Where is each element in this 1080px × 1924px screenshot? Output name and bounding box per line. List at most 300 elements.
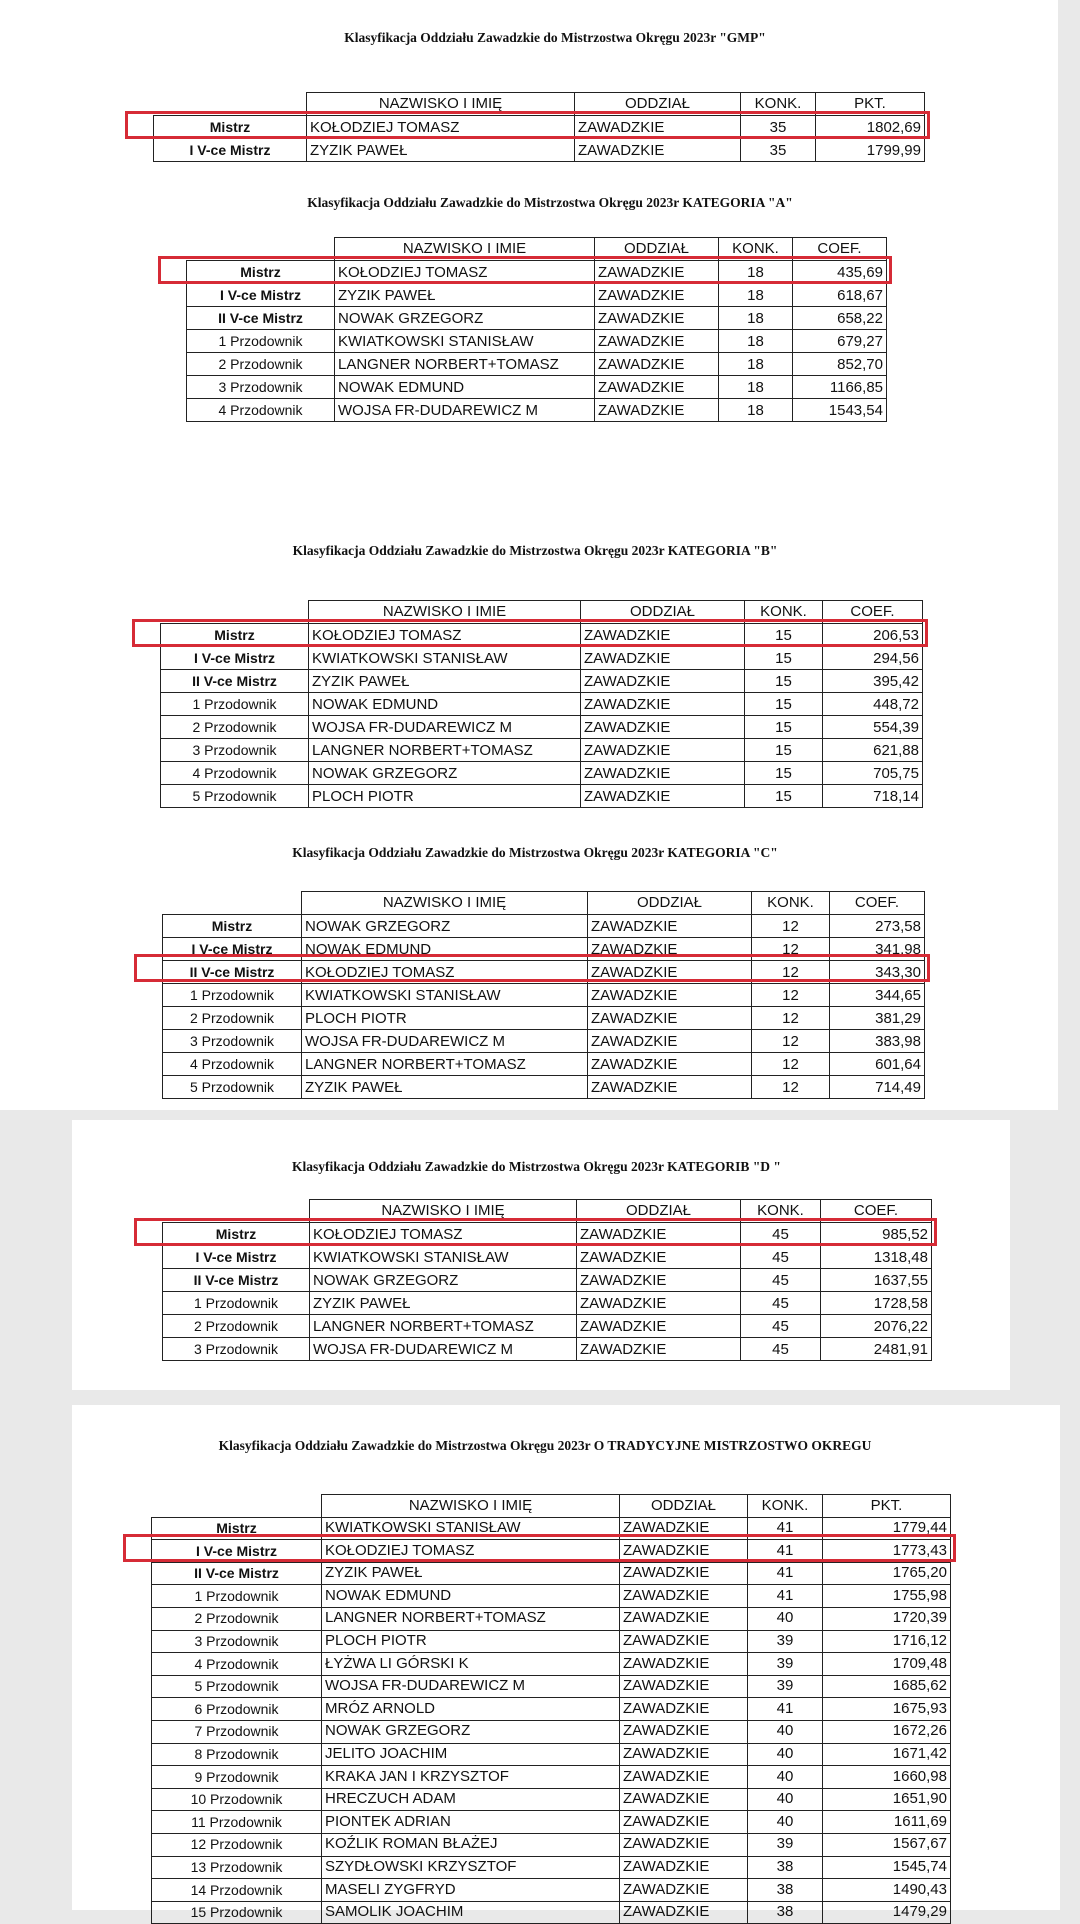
table-row xyxy=(152,1562,951,1585)
score-cell: 1685,62 xyxy=(823,1675,951,1698)
rank-cell: 2 Przodownik xyxy=(152,1607,322,1630)
branch-cell: ZAWADZKIE xyxy=(620,1833,748,1856)
table-row xyxy=(163,915,925,938)
header-name: NAZWISKO I IMIĘ xyxy=(307,93,575,116)
konk-cell: 18 xyxy=(719,307,793,330)
header-branch: ODDZIAŁ xyxy=(620,1495,748,1518)
score-cell: 1166,85 xyxy=(793,376,887,399)
rank-cell: 1 Przodownik xyxy=(152,1585,322,1608)
branch-cell: ZAWADZKIE xyxy=(581,739,745,762)
rank-cell: 4 Przodownik xyxy=(163,1053,302,1076)
table-row xyxy=(161,785,923,808)
branch-cell: ZAWADZKIE xyxy=(595,284,719,307)
name-cell: PLOCH PIOTR xyxy=(302,1007,588,1030)
konk-cell: 35 xyxy=(741,139,816,162)
branch-cell: ZAWADZKIE xyxy=(595,353,719,376)
rank-cell: 2 Przodownik xyxy=(163,1007,302,1030)
table-row xyxy=(161,693,923,716)
score-cell: 448,72 xyxy=(823,693,923,716)
score-cell: 1802,69 xyxy=(816,116,925,139)
table-row xyxy=(152,1720,951,1743)
header-konk: KONK. xyxy=(752,892,830,915)
branch-cell: ZAWADZKIE xyxy=(577,1246,741,1269)
name-cell: PIONTEK ADRIAN xyxy=(322,1811,620,1834)
konk-cell: 45 xyxy=(741,1315,821,1338)
rank-cell: II V-ce Mistrz xyxy=(161,670,309,693)
konk-cell: 41 xyxy=(748,1585,823,1608)
rank-cell: 15 Przodownik xyxy=(152,1901,322,1924)
table-row xyxy=(152,1698,951,1721)
branch-cell: ZAWADZKIE xyxy=(581,693,745,716)
score-cell: 618,67 xyxy=(793,284,887,307)
table-row xyxy=(152,1879,951,1902)
table-row xyxy=(154,139,925,162)
branch-cell: ZAWADZKIE xyxy=(620,1540,748,1563)
rank-cell: I V-ce Mistrz xyxy=(163,1246,310,1269)
highlight-box xyxy=(134,954,930,982)
rank-cell: I V-ce Mistrz xyxy=(154,139,307,162)
konk-cell: 40 xyxy=(748,1743,823,1766)
rank-cell: 4 Przodownik xyxy=(187,399,335,422)
table-row xyxy=(163,1007,925,1030)
rank-cell: 1 Przodownik xyxy=(187,330,335,353)
table-row xyxy=(152,1675,951,1698)
branch-cell: ZAWADZKIE xyxy=(620,1630,748,1653)
score-cell: 1545,74 xyxy=(823,1856,951,1879)
table-row xyxy=(152,1585,951,1608)
rank-cell: 12 Przodownik xyxy=(152,1833,322,1856)
table-row xyxy=(152,1833,951,1856)
header-konk: KONK. xyxy=(741,1200,821,1223)
rank-cell: 3 Przodownik xyxy=(163,1338,310,1361)
table-row xyxy=(187,330,887,353)
konk-cell: 39 xyxy=(748,1833,823,1856)
rank-cell: Mistrz xyxy=(154,116,307,139)
section-title: Klasyfikacja Oddziału Zawadzkie do Mistrzostwa Okręgu 2023r O TRADYCYJNE MISTRZOSTWO OKREGU xyxy=(218,1438,872,1453)
table-row xyxy=(163,1315,932,1338)
branch-cell: ZAWADZKIE xyxy=(620,1766,748,1789)
table-row xyxy=(152,1743,951,1766)
table-row xyxy=(152,1788,951,1811)
section-title: Klasyfikacja Oddziału Zawadzkie do Mistrzostwa Okręgu 2023r KATEGORIB "D " xyxy=(292,1159,781,1174)
score-cell: 1672,26 xyxy=(823,1720,951,1743)
branch-cell: ZAWADZKIE xyxy=(620,1562,748,1585)
rank-cell: II V-ce Mistrz xyxy=(187,307,335,330)
branch-cell: ZAWADZKIE xyxy=(581,624,745,647)
name-cell: HRECZUCH ADAM xyxy=(322,1788,620,1811)
section-title: Klasyfikacja Oddziału Zawadzkie do Mistrzostwa Okręgu 2023r "GMP" xyxy=(344,30,766,45)
rank-cell: Mistrz xyxy=(161,624,309,647)
rank-cell: 5 Przodownik xyxy=(152,1675,322,1698)
konk-cell: 41 xyxy=(748,1517,823,1540)
table-row xyxy=(187,353,887,376)
rank-cell: 1 Przodownik xyxy=(161,693,309,716)
table-row xyxy=(161,716,923,739)
table-row xyxy=(163,1269,932,1292)
branch-cell: ZAWADZKIE xyxy=(620,1607,748,1630)
name-cell: LANGNER NORBERT+TOMASZ xyxy=(309,739,581,762)
konk-cell: 45 xyxy=(741,1269,821,1292)
header-blank xyxy=(163,892,302,915)
rank-cell: Mistrz xyxy=(163,1223,310,1246)
header-blank xyxy=(152,1495,322,1518)
name-cell: KWIATKOWSKI STANISŁAW xyxy=(310,1246,577,1269)
score-cell: 1675,93 xyxy=(823,1698,951,1721)
konk-cell: 38 xyxy=(748,1879,823,1902)
table-row xyxy=(161,670,923,693)
table-row xyxy=(163,1292,932,1315)
name-cell: KWIATKOWSKI STANISŁAW xyxy=(335,330,595,353)
score-cell: 381,29 xyxy=(830,1007,925,1030)
konk-cell: 40 xyxy=(748,1788,823,1811)
konk-cell: 15 xyxy=(745,693,823,716)
name-cell: NOWAK EDMUND xyxy=(322,1585,620,1608)
branch-cell: ZAWADZKIE xyxy=(577,1223,741,1246)
score-cell: 273,58 xyxy=(830,915,925,938)
konk-cell: 12 xyxy=(752,961,830,984)
rank-cell: I V-ce Mistrz xyxy=(161,647,309,670)
header-name: NAZWISKO I IMIĘ xyxy=(322,1495,620,1518)
branch-cell: ZAWADZKIE xyxy=(577,1315,741,1338)
name-cell: SAMOLIK JOACHIM xyxy=(322,1901,620,1924)
header-branch: ODDZIAŁ xyxy=(575,93,741,116)
score-cell: 1716,12 xyxy=(823,1630,951,1653)
konk-cell: 18 xyxy=(719,330,793,353)
konk-cell: 12 xyxy=(752,984,830,1007)
rank-cell: 9 Przodownik xyxy=(152,1766,322,1789)
branch-cell: ZAWADZKIE xyxy=(620,1585,748,1608)
rank-cell: 8 Przodownik xyxy=(152,1743,322,1766)
rank-cell: 1 Przodownik xyxy=(163,1292,310,1315)
branch-cell: ZAWADZKIE xyxy=(595,261,719,284)
score-cell: 554,39 xyxy=(823,716,923,739)
classification-table xyxy=(162,891,925,1099)
name-cell: KOŁODZIEJ TOMASZ xyxy=(322,1540,620,1563)
branch-cell: ZAWADZKIE xyxy=(620,1698,748,1721)
name-cell: KRAKA JAN I KRZYSZTOF xyxy=(322,1766,620,1789)
branch-cell: ZAWADZKIE xyxy=(588,1076,752,1099)
konk-cell: 40 xyxy=(748,1720,823,1743)
name-cell: MRÓZ ARNOLD xyxy=(322,1698,620,1721)
branch-cell: ZAWADZKIE xyxy=(620,1743,748,1766)
konk-cell: 39 xyxy=(748,1653,823,1676)
table-row xyxy=(152,1856,951,1879)
score-cell: 343,30 xyxy=(830,961,925,984)
table-row xyxy=(163,1246,932,1269)
score-cell: 718,14 xyxy=(823,785,923,808)
konk-cell: 41 xyxy=(748,1698,823,1721)
konk-cell: 15 xyxy=(745,785,823,808)
rank-cell: 14 Przodownik xyxy=(152,1879,322,1902)
score-cell: 601,64 xyxy=(830,1053,925,1076)
highlight-box xyxy=(132,619,928,647)
konk-cell: 15 xyxy=(745,739,823,762)
score-cell: 621,88 xyxy=(823,739,923,762)
konk-cell: 15 xyxy=(745,762,823,785)
konk-cell: 41 xyxy=(748,1540,823,1563)
konk-cell: 15 xyxy=(745,716,823,739)
score-cell: 1755,98 xyxy=(823,1585,951,1608)
score-cell: 1720,39 xyxy=(823,1607,951,1630)
name-cell: KWIATKOWSKI STANISŁAW xyxy=(309,647,581,670)
name-cell: LANGNER NORBERT+TOMASZ xyxy=(310,1315,577,1338)
rank-cell: Mistrz xyxy=(152,1517,322,1540)
header-name: NAZWISKO I IMIE xyxy=(309,601,581,624)
score-cell: 1318,48 xyxy=(821,1246,932,1269)
branch-cell: ZAWADZKIE xyxy=(620,1788,748,1811)
konk-cell: 18 xyxy=(719,353,793,376)
branch-cell: ZAWADZKIE xyxy=(581,716,745,739)
score-cell: 1637,55 xyxy=(821,1269,932,1292)
section-title: Klasyfikacja Oddziału Zawadzkie do Mistrzostwa Okręgu 2023r KATEGORIA "C" xyxy=(292,845,778,860)
name-cell: KOŹLIK ROMAN BŁAŻEJ xyxy=(322,1833,620,1856)
name-cell: KWIATKOWSKI STANISŁAW xyxy=(302,984,588,1007)
table-row xyxy=(187,399,887,422)
table-header-row xyxy=(163,892,925,915)
branch-cell: ZAWADZKIE xyxy=(620,1653,748,1676)
header-score: PKT. xyxy=(823,1495,951,1518)
konk-cell: 38 xyxy=(748,1856,823,1879)
table-row xyxy=(152,1630,951,1653)
name-cell: NOWAK GRZEGORZ xyxy=(322,1720,620,1743)
rank-cell: 3 Przodownik xyxy=(163,1030,302,1053)
branch-cell: ZAWADZKIE xyxy=(577,1292,741,1315)
name-cell: ŁYŻWA LI GÓRSKI K xyxy=(322,1653,620,1676)
table-row xyxy=(161,762,923,785)
konk-cell: 35 xyxy=(741,116,816,139)
table-row xyxy=(163,1076,925,1099)
score-cell: 1567,67 xyxy=(823,1833,951,1856)
score-cell: 2076,22 xyxy=(821,1315,932,1338)
header-branch: ODDZIAŁ xyxy=(588,892,752,915)
branch-cell: ZAWADZKIE xyxy=(588,961,752,984)
header-konk: KONK. xyxy=(741,93,816,116)
name-cell: KOŁODZIEJ TOMASZ xyxy=(310,1223,577,1246)
konk-cell: 15 xyxy=(745,647,823,670)
branch-cell: ZAWADZKIE xyxy=(595,330,719,353)
rank-cell: II V-ce Mistrz xyxy=(163,1269,310,1292)
rank-cell: 3 Przodownik xyxy=(161,739,309,762)
score-cell: 852,70 xyxy=(793,353,887,376)
header-score: COEF. xyxy=(830,892,925,915)
branch-cell: ZAWADZKIE xyxy=(581,647,745,670)
branch-cell: ZAWADZKIE xyxy=(620,1517,748,1540)
highlight-box xyxy=(158,256,892,284)
score-cell: 1543,54 xyxy=(793,399,887,422)
header-name: NAZWISKO I IMIĘ xyxy=(302,892,588,915)
branch-cell: ZAWADZKIE xyxy=(581,785,745,808)
score-cell: 344,65 xyxy=(830,984,925,1007)
table-row xyxy=(152,1766,951,1789)
name-cell: KOŁODZIEJ TOMASZ xyxy=(309,624,581,647)
score-cell: 705,75 xyxy=(823,762,923,785)
name-cell: PLOCH PIOTR xyxy=(322,1630,620,1653)
table-row xyxy=(152,1901,951,1924)
konk-cell: 45 xyxy=(741,1246,821,1269)
score-cell: 341,98 xyxy=(830,938,925,961)
konk-cell: 15 xyxy=(745,624,823,647)
branch-cell: ZAWADZKIE xyxy=(620,1879,748,1902)
rank-cell: 4 Przodownik xyxy=(152,1653,322,1676)
name-cell: SZYDŁOWSKI KRZYSZTOF xyxy=(322,1856,620,1879)
header-name: NAZWISKO I IMIE xyxy=(335,238,595,261)
name-cell: KWIATKOWSKI STANISŁAW xyxy=(322,1517,620,1540)
rank-cell: 13 Przodownik xyxy=(152,1856,322,1879)
section-title: Klasyfikacja Oddziału Zawadzkie do Mistrzostwa Okręgu 2023r KATEGORIA "B" xyxy=(292,543,778,558)
name-cell: NOWAK EDMUND xyxy=(309,693,581,716)
score-cell: 435,69 xyxy=(793,261,887,284)
name-cell: WOJSA FR-DUDAREWICZ M xyxy=(302,1030,588,1053)
rank-cell: II V-ce Mistrz xyxy=(152,1562,322,1585)
header-konk: KONK. xyxy=(719,238,793,261)
branch-cell: ZAWADZKIE xyxy=(577,1338,741,1361)
name-cell: PLOCH PIOTR xyxy=(309,785,581,808)
header-score: COEF. xyxy=(821,1200,932,1223)
rank-cell: 2 Przodownik xyxy=(187,353,335,376)
score-cell: 1779,44 xyxy=(823,1517,951,1540)
konk-cell: 39 xyxy=(748,1630,823,1653)
score-cell: 1773,43 xyxy=(823,1540,951,1563)
name-cell: WOJSA FR-DUDAREWICZ M xyxy=(309,716,581,739)
header-score: PKT. xyxy=(816,93,925,116)
rank-cell: I V-ce Mistrz xyxy=(152,1540,322,1563)
name-cell: NOWAK GRZEGORZ xyxy=(302,915,588,938)
konk-cell: 18 xyxy=(719,261,793,284)
table-header-row xyxy=(152,1495,951,1518)
branch-cell: ZAWADZKIE xyxy=(588,915,752,938)
konk-cell: 45 xyxy=(741,1223,821,1246)
highlight-box xyxy=(123,1534,956,1562)
branch-cell: ZAWADZKIE xyxy=(575,116,741,139)
score-cell: 2481,91 xyxy=(821,1338,932,1361)
konk-cell: 18 xyxy=(719,399,793,422)
rank-cell: 1 Przodownik xyxy=(163,984,302,1007)
score-cell: 658,22 xyxy=(793,307,887,330)
konk-cell: 12 xyxy=(752,938,830,961)
branch-cell: ZAWADZKIE xyxy=(577,1269,741,1292)
branch-cell: ZAWADZKIE xyxy=(581,670,745,693)
branch-cell: ZAWADZKIE xyxy=(575,139,741,162)
score-cell: 1479,29 xyxy=(823,1901,951,1924)
name-cell: NOWAK EDMUND xyxy=(302,938,588,961)
konk-cell: 12 xyxy=(752,915,830,938)
table-row xyxy=(163,1030,925,1053)
rank-cell: 3 Przodownik xyxy=(187,376,335,399)
branch-cell: ZAWADZKIE xyxy=(620,1901,748,1924)
name-cell: KOŁODZIEJ TOMASZ xyxy=(307,116,575,139)
name-cell: ZYZIK PAWEŁ xyxy=(335,284,595,307)
score-cell: 206,53 xyxy=(823,624,923,647)
konk-cell: 12 xyxy=(752,1076,830,1099)
header-branch: ODDZIAŁ xyxy=(595,238,719,261)
branch-cell: ZAWADZKIE xyxy=(588,984,752,1007)
highlight-box xyxy=(125,111,930,139)
rank-cell: 4 Przodownik xyxy=(161,762,309,785)
name-cell: ZYZIK PAWEŁ xyxy=(322,1562,620,1585)
name-cell: ZYZIK PAWEŁ xyxy=(307,139,575,162)
name-cell: LANGNER NORBERT+TOMASZ xyxy=(335,353,595,376)
header-name: NAZWISKO I IMIĘ xyxy=(310,1200,577,1223)
name-cell: LANGNER NORBERT+TOMASZ xyxy=(302,1053,588,1076)
name-cell: NOWAK GRZEGORZ xyxy=(335,307,595,330)
score-cell: 1671,42 xyxy=(823,1743,951,1766)
konk-cell: 41 xyxy=(748,1562,823,1585)
score-cell: 1651,90 xyxy=(823,1788,951,1811)
branch-cell: ZAWADZKIE xyxy=(581,762,745,785)
score-cell: 1765,20 xyxy=(823,1562,951,1585)
konk-cell: 40 xyxy=(748,1607,823,1630)
konk-cell: 40 xyxy=(748,1766,823,1789)
rank-cell: Mistrz xyxy=(187,261,335,284)
name-cell: JELITO JOACHIM xyxy=(322,1743,620,1766)
header-score: COEF. xyxy=(793,238,887,261)
konk-cell: 40 xyxy=(748,1811,823,1834)
name-cell: MASELI ZYGFRYD xyxy=(322,1879,620,1902)
table-row xyxy=(163,984,925,1007)
name-cell: ZYZIK PAWEŁ xyxy=(302,1076,588,1099)
header-score: COEF. xyxy=(823,601,923,624)
score-cell: 1611,69 xyxy=(823,1811,951,1834)
konk-cell: 45 xyxy=(741,1292,821,1315)
branch-cell: ZAWADZKIE xyxy=(595,376,719,399)
score-cell: 679,27 xyxy=(793,330,887,353)
konk-cell: 39 xyxy=(748,1675,823,1698)
header-konk: KONK. xyxy=(745,601,823,624)
highlight-box xyxy=(134,1218,937,1246)
table-row xyxy=(163,1053,925,1076)
konk-cell: 45 xyxy=(741,1338,821,1361)
name-cell: NOWAK GRZEGORZ xyxy=(309,762,581,785)
branch-cell: ZAWADZKIE xyxy=(595,307,719,330)
name-cell: KOŁODZIEJ TOMASZ xyxy=(302,961,588,984)
konk-cell: 18 xyxy=(719,376,793,399)
rank-cell: 11 Przodownik xyxy=(152,1811,322,1834)
konk-cell: 12 xyxy=(752,1007,830,1030)
branch-cell: ZAWADZKIE xyxy=(588,938,752,961)
konk-cell: 15 xyxy=(745,670,823,693)
score-cell: 1728,58 xyxy=(821,1292,932,1315)
rank-cell: II V-ce Mistrz xyxy=(163,961,302,984)
score-cell: 1799,99 xyxy=(816,139,925,162)
rank-cell: 5 Przodownik xyxy=(161,785,309,808)
branch-cell: ZAWADZKIE xyxy=(595,399,719,422)
header-branch: ODDZIAŁ xyxy=(577,1200,741,1223)
score-cell: 1490,43 xyxy=(823,1879,951,1902)
branch-cell: ZAWADZKIE xyxy=(620,1811,748,1834)
score-cell: 714,49 xyxy=(830,1076,925,1099)
branch-cell: ZAWADZKIE xyxy=(588,1053,752,1076)
rank-cell: I V-ce Mistrz xyxy=(163,938,302,961)
rank-cell: 10 Przodownik xyxy=(152,1788,322,1811)
rank-cell: 2 Przodownik xyxy=(163,1315,310,1338)
score-cell: 395,42 xyxy=(823,670,923,693)
branch-cell: ZAWADZKIE xyxy=(620,1856,748,1879)
name-cell: WOJSA FR-DUDAREWICZ M xyxy=(322,1675,620,1698)
score-cell: 985,52 xyxy=(821,1223,932,1246)
name-cell: WOJSA FR-DUDAREWICZ M xyxy=(335,399,595,422)
rank-cell: 5 Przodownik xyxy=(163,1076,302,1099)
table-row xyxy=(187,284,887,307)
name-cell: KOŁODZIEJ TOMASZ xyxy=(335,261,595,284)
name-cell: NOWAK GRZEGORZ xyxy=(310,1269,577,1292)
rank-cell: 6 Przodownik xyxy=(152,1698,322,1721)
table-row xyxy=(152,1653,951,1676)
table-row xyxy=(161,647,923,670)
konk-cell: 38 xyxy=(748,1901,823,1924)
header-branch: ODDZIAŁ xyxy=(581,601,745,624)
name-cell: ZYZIK PAWEŁ xyxy=(310,1292,577,1315)
header-konk: KONK. xyxy=(748,1495,823,1518)
